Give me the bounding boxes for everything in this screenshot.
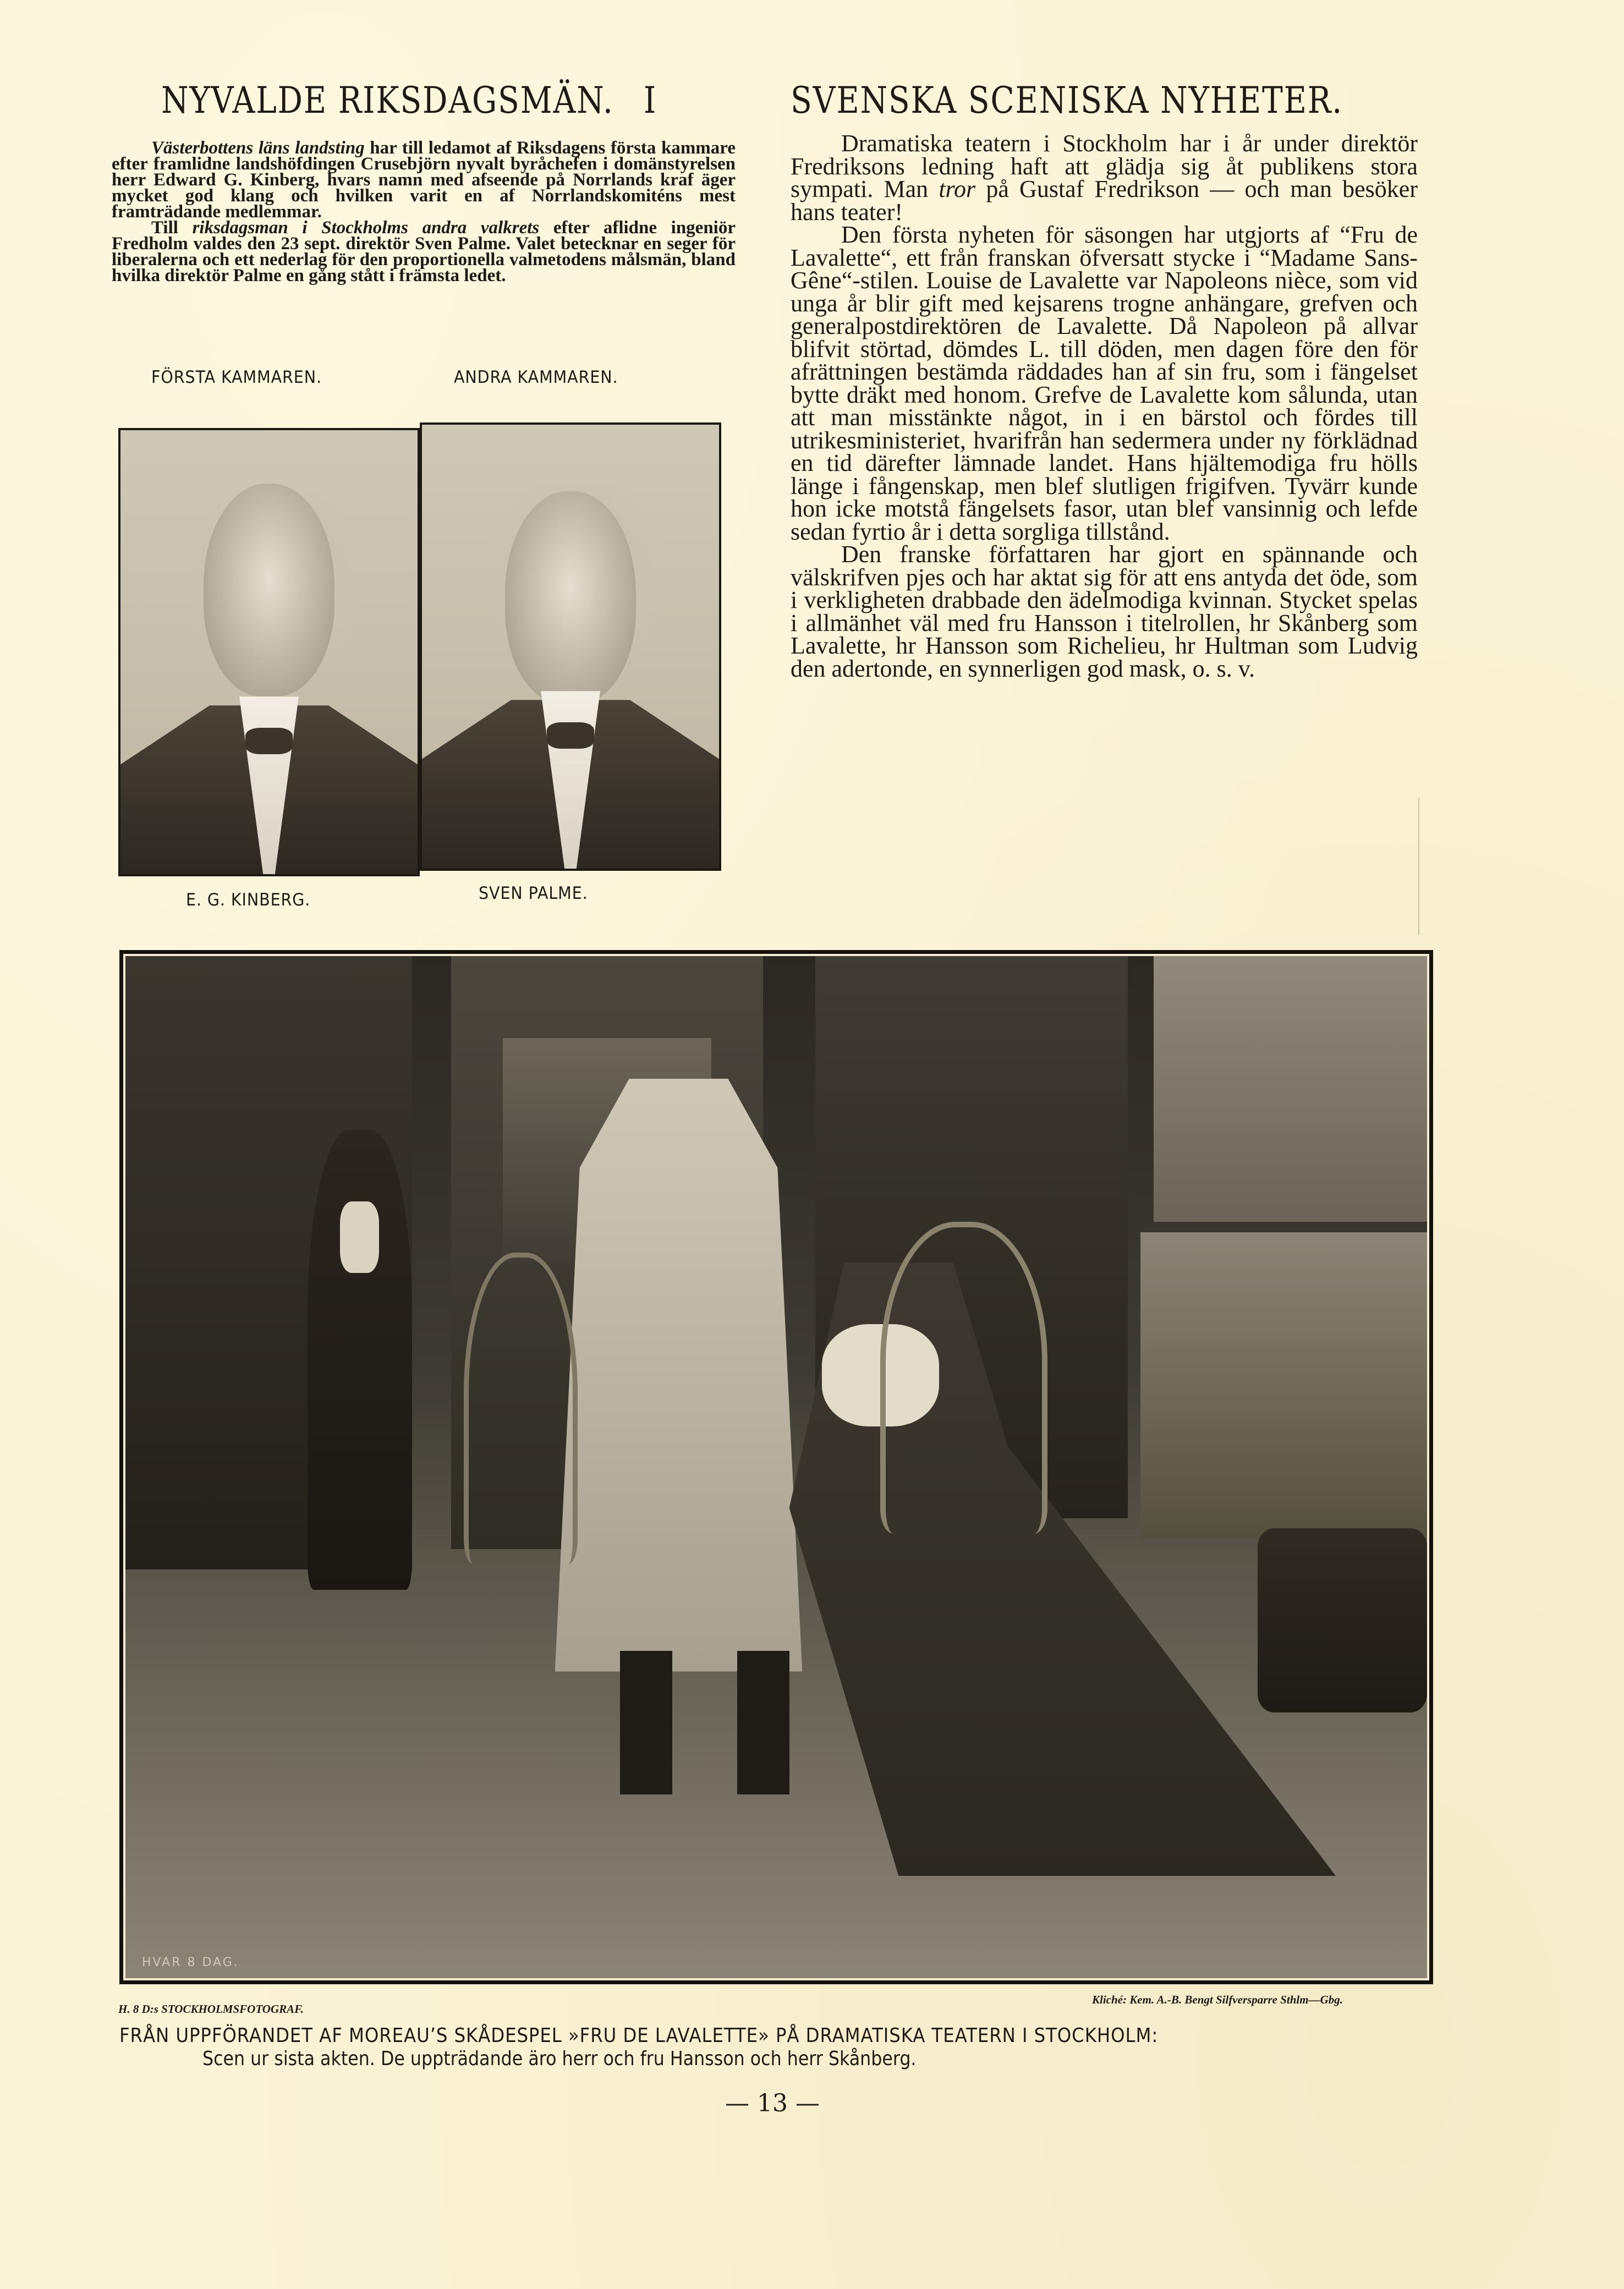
caption-palme: SVEN PALME. xyxy=(479,883,588,903)
stage-photo-image xyxy=(125,956,1427,1978)
fireplace xyxy=(1140,1232,1427,1539)
portrait-head xyxy=(505,491,636,704)
left-paragraph-2 xyxy=(112,220,736,284)
column-rule xyxy=(1418,798,1419,935)
figure-boot-left xyxy=(620,1651,672,1794)
stage-photo-frame xyxy=(119,950,1433,1984)
stool-right xyxy=(1258,1528,1427,1712)
photo-caption-main: FRÅN UPPFÖRANDET AF MOREAU’S SKÅDESPEL »FRU DE LAVALETTE» PÅ DRAMATISKA TEATERN I STOCKHOLM: xyxy=(119,2024,1159,2047)
figure-cravat xyxy=(340,1201,379,1273)
right-paragraph-1-text-b: på Gustaf Fredrikson — och man besöker hans teater! xyxy=(791,175,1418,226)
right-paragraph-1-italic: tror xyxy=(939,175,976,202)
photo-credit-cliche: Kliché: Kem. A.-B. Bengt Silfversparre Sthlm—Gbg. xyxy=(1092,1993,1343,2006)
left-article-body xyxy=(112,140,736,284)
left-paragraph-2-prefix: Till xyxy=(151,218,193,238)
left-paragraph-2-italic: riksdagsman i Stockholms andra valkrets xyxy=(192,218,540,238)
page-number: — 13 — xyxy=(725,2089,820,2117)
figure-boot-right xyxy=(737,1651,789,1794)
portrait-kinberg-image xyxy=(120,430,418,874)
left-paragraph-1 xyxy=(112,140,736,220)
right-headline: SVENSKA SCENISKA NYHETER. xyxy=(791,79,1343,122)
label-forsta-kammaren: FÖRSTA KAMMAREN. xyxy=(151,367,322,387)
portrait-head xyxy=(204,484,334,696)
left-paragraph-1-italic: Västerbottens läns landsting xyxy=(151,138,365,158)
right-paragraph-1 xyxy=(791,130,1418,226)
left-headline xyxy=(161,79,657,122)
photo-caption-sub: Scen ur sista akten. De uppträdande äro herr och fru Hansson och herr Skånberg. xyxy=(202,2048,917,2070)
left-paragraph-2-text: efter aflidne ingeniör Fredholm valdes den 23 sept. direktör Sven Palme. Valet betecknar en seger för liberalerna och ett nederlag för den proportionella valmetodens målsmän, bland hvilka direktör Palme en gång stått i främsta ledet. xyxy=(112,218,736,286)
caption-kinberg: E. G. KINBERG. xyxy=(186,890,311,910)
figure-man-long-coat xyxy=(555,1079,803,1672)
portrait-kinberg-frame xyxy=(118,428,420,876)
chair-right xyxy=(880,1222,1047,1534)
figure-man-tailcoat xyxy=(308,1130,412,1590)
label-andra-kammaren: ANDRA KAMMAREN. xyxy=(454,367,618,387)
right-paragraph-2: Den första nyheten för säsongen har utgjorts af “Fru de Lavalette“, ett från franskan öfversatt stycke i “Madame Sans-Gêne“-stilen. Louise de Lavalette var Napoleons nièce, som vid unga år blir gift med kejsarens trogne anhängare, grefven och generalpostdirektören de Lavalette. Då Napoleon på allvar blifvit störtad, dömdes L. till döden, men dagen före den för afrättningen bestämda räddades han af sin fru, som i fängelset bytte dräkt med honom. Grefve de Lavalette kom sålunda, utan att man misstänkte något, in i en bärstol och fördes till utrikesministeriet, hvarifrån han sedermera under ny förklädnad en tid därefter lämnade landet. Hans hjältemodiga fru hölls länge i fångenskap, men blef slutligen frigifven. Tyvärr kunde hon icke motstå fängelsets fasor, utan blef vansinnig och lefde sedan fyrtio år i detta sorgliga tillstånd. xyxy=(791,221,1418,545)
left-headline-text: NYVALDE RIKSDAGSMÄN. xyxy=(161,79,614,122)
mirror xyxy=(1154,956,1427,1222)
left-headline-numeral: I xyxy=(643,79,657,122)
chair-left xyxy=(464,1253,578,1564)
portrait-palme-image xyxy=(422,425,719,869)
portrait-palme-frame xyxy=(420,422,721,871)
right-article-body xyxy=(791,132,1418,680)
photo-signature: HVAR 8 DAG. xyxy=(142,1956,239,1969)
left-paragraph-1-text: har till ledamot af Riksdagens första kammare efter framlidne landshöfdingen Crusebjörn nyvalt byråchefen i domänstyrelsen herr Edward G. Kinberg, hvars namn med afseende på Norrlands kraf äger mycket god klang och hvilken varit en af Norrlandskomiténs mest framträdande medlemmar. xyxy=(112,138,736,222)
right-paragraph-1-text-a: Dramatiska teatern i Stockholm har i år under direktör Fredriksons ledning haft att glädja sig åt publikens stora sympati. Man xyxy=(791,130,1418,202)
portrait-bowtie xyxy=(245,728,293,754)
photo-credit-photographer: H. 8 D:s STOCKHOLMSFOTOGRAF. xyxy=(118,2002,304,2016)
right-paragraph-3: Den franske författaren har gjort en spännande och välskrifven pjes och har aktat sig för att ens antyda det öde, som i verkligheten drabbade den ädelmodiga kvinnan. Stycket spelas i allmänhet väl med fru Hansson i titelrollen, hr Skånberg som Lavalette, hr Hansson som Richelieu, hr Hultman som Ludvig den adertonde, en synnerligen god mask, o. s. v. xyxy=(791,541,1418,682)
portrait-bowtie xyxy=(547,722,594,749)
